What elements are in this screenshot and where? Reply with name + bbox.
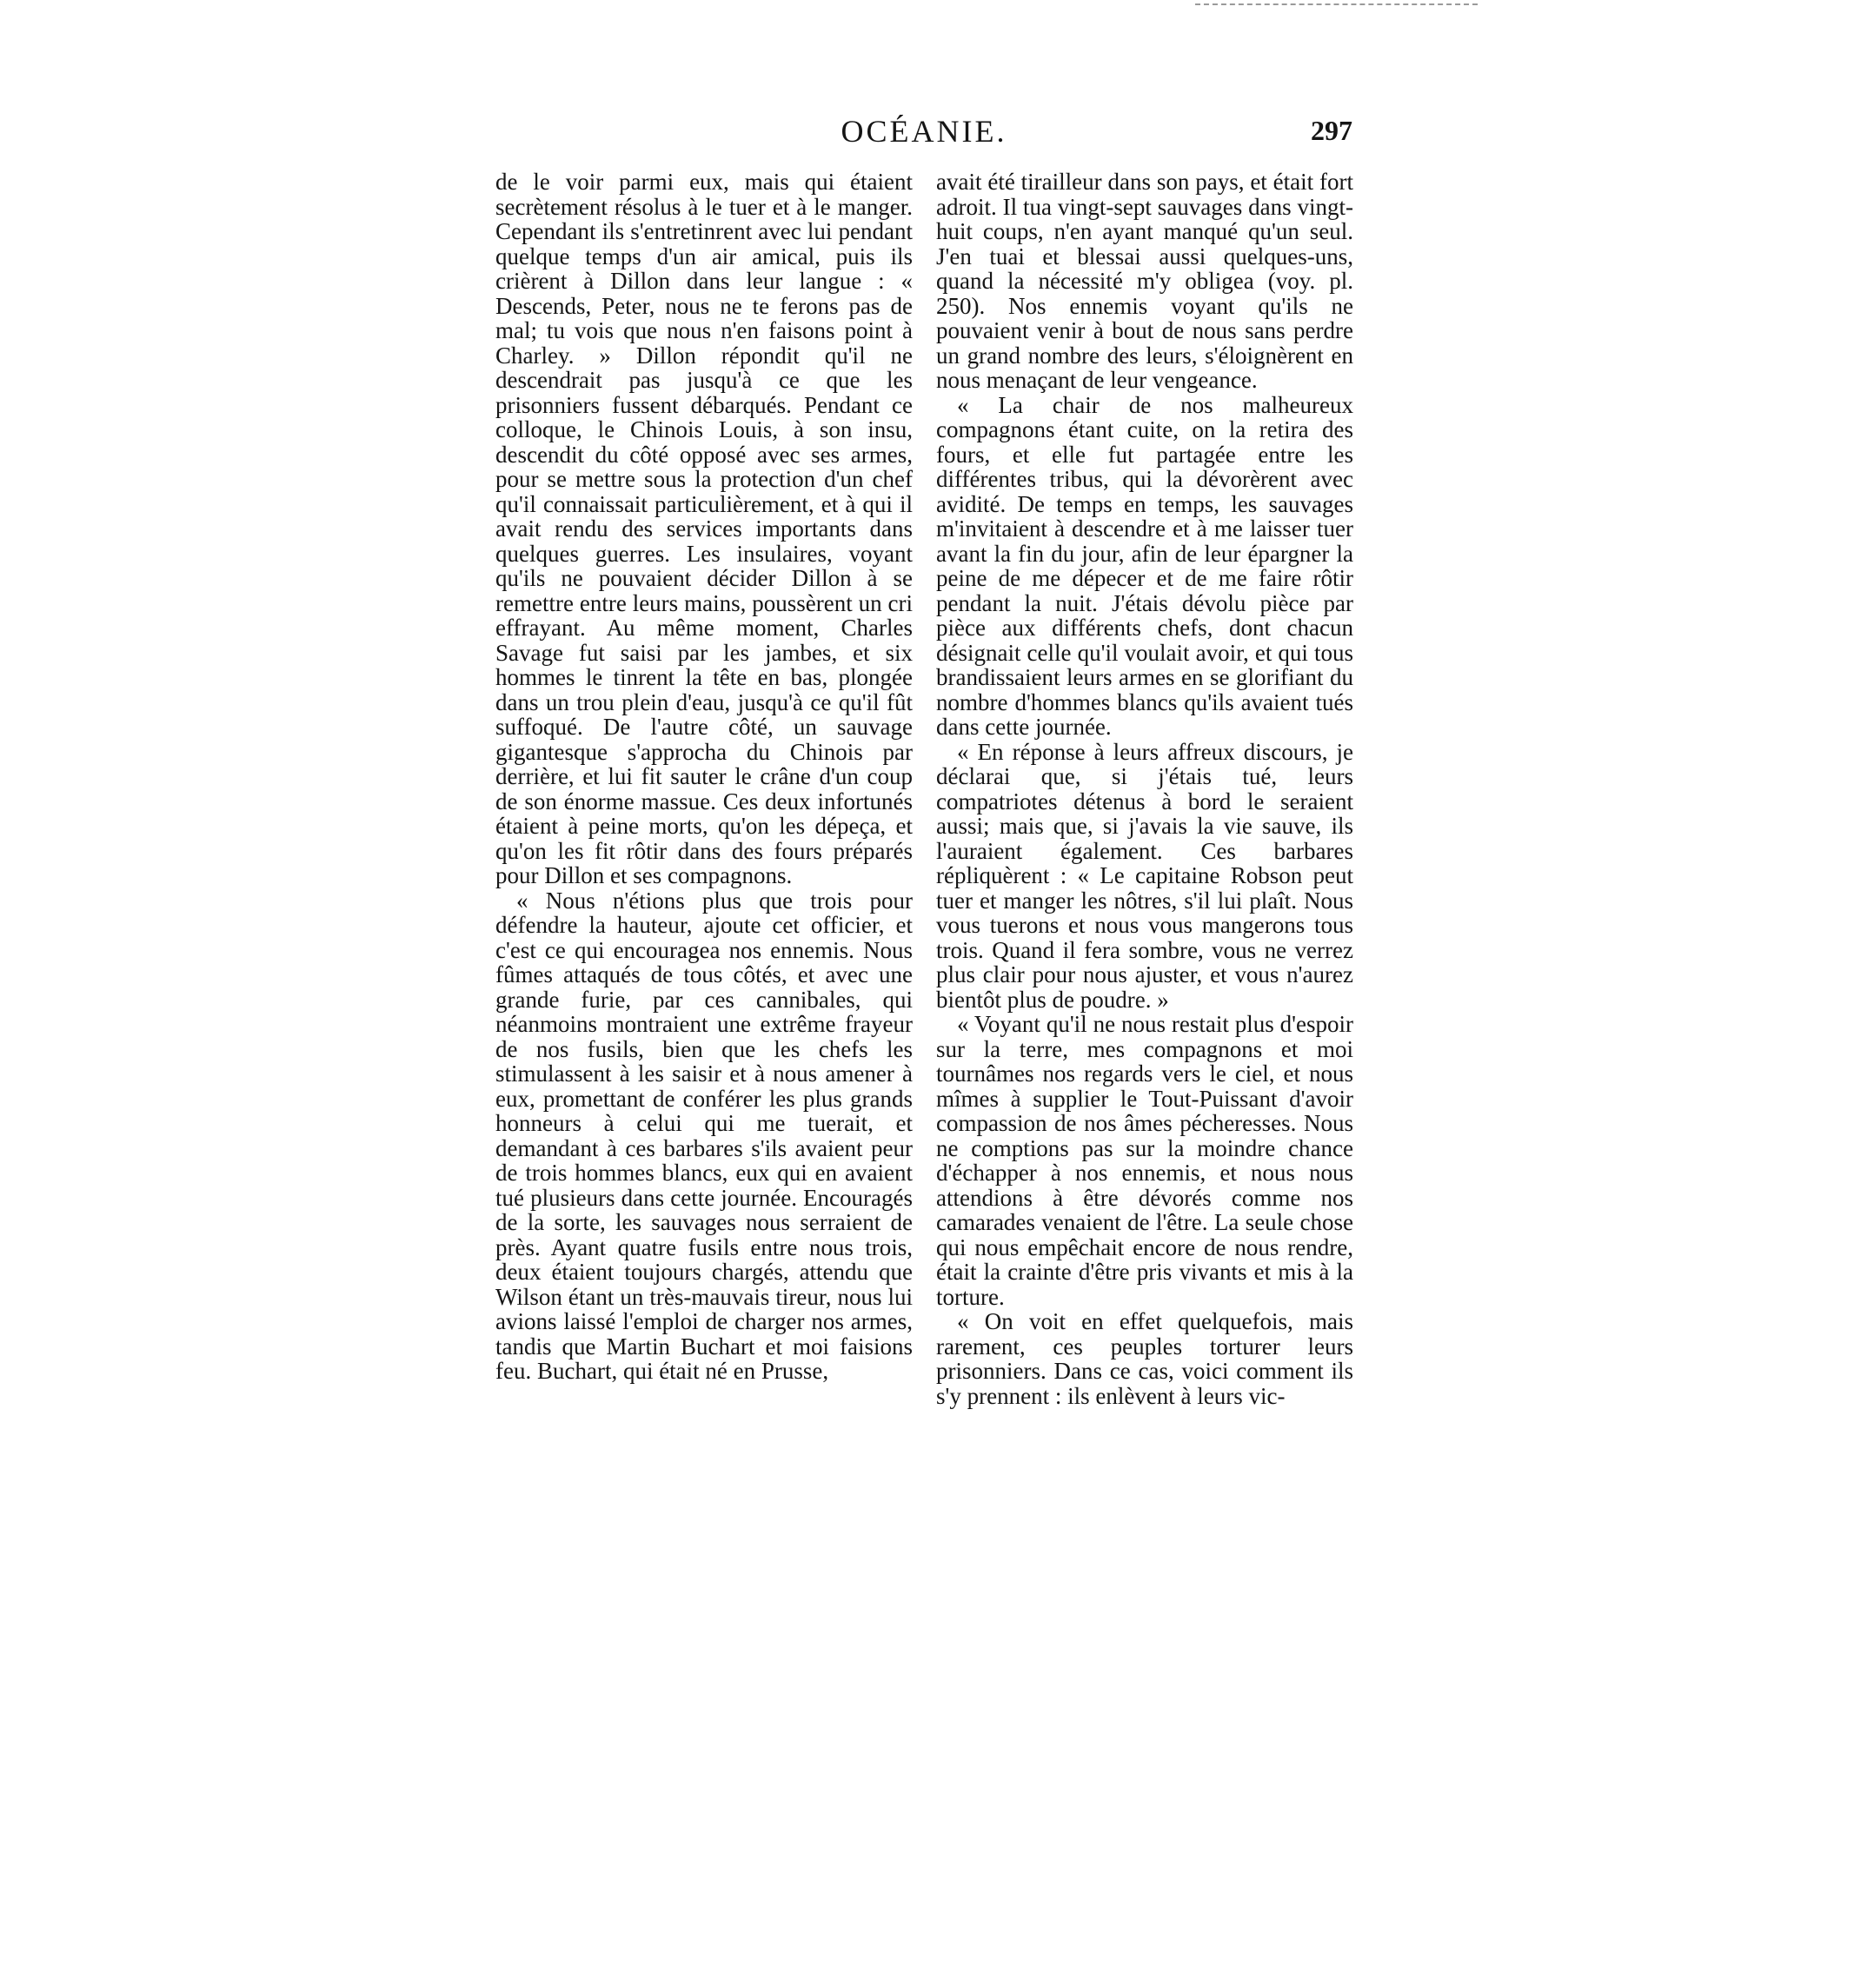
paragraph: avait été tirailleur dans son pays, et était fort adroit. Il tua vingt-sept sauvages dans vingt-huit coups, n'en ayant manqué qu'un seul. J'en tuai et blessai aussi quelques-uns, quand la nécessité m'y obligea (voy. pl. 250). Nos ennemis voyant qu'ils ne pouvaient venir à bout de nous sans perdre un grand nombre des leurs, s'éloignèrent en nous menaçant de leur vengeance. [936, 169, 1353, 393]
paragraph: « On voit en effet quelquefois, mais rarement, ces peuples torturer leurs prisonniers. Dans ce cas, voici comment ils s'y prennent : ils enlèvent à leurs vic- [936, 1308, 1353, 1409]
paragraph: de le voir parmi eux, mais qui étaient secrètement résolus à le tuer et à le manger. Cependant ils s'entretinrent avec lui pendant quelque temps d'un air amical, puis ils crièrent à Dillon dans leur langue : « Descends, Peter, nous ne te ferons pas de mal; tu vois que nous n'en faisons point à Charley. » Dillon répondit qu'il ne descendrait pas jusqu'à ce que les prisonniers fussent débarqués. Pendant ce colloque, le Chinois Louis, à son insu, descendit du côté opposé avec ses armes, pour se mettre sous la protection d'un chef qu'il connaissait particulièrement, et à qui il avait rendu des services importants dans quelques guerres. Les insulaires, voyant qu'ils ne pouvaient décider Dillon à se remettre entre leurs mains, poussèrent un cri effrayant. Au même moment, Charles Savage fut saisi par les jambes, et six hommes le tinrent la tête en bas, plongée dans un trou plein d'eau, jusqu'à ce qu'il fût suffoqué. De l'autre côté, un sauvage gigantesque s'approcha du Chinois par derrière, et lui fit sauter le crâne d'un coup de son énorme massue. Ces deux infortunés étaient à peine morts, qu'on les dépeça, et qu'on les fit rôtir dans des fours préparés pour Dillon et ses compagnons. [495, 169, 913, 888]
text-column-left [495, 170, 913, 1384]
running-title: OCÉANIE. [841, 114, 1007, 149]
paragraph: « La chair de nos malheureux compagnons étant cuite, on la retira des fours, et elle fut partagée entre les différentes tribus, qui la dévorèrent avec avidité. De temps en temps, les sauvages m'invitaient à descendre et à me laisser tuer avant la fin du jour, afin de leur épargner la peine de me dépecer et de me faire rôtir pendant la nuit. J'étais dévolu pièce par pièce aux différents chefs, dont chacun désignait celle qu'il voulait avoir, et qui tous brandissaient leurs armes en se glorifiant du nombre d'hommes blancs qu'ils avaient tués dans cette journée. [936, 391, 1353, 740]
text-column-right [936, 170, 1353, 1408]
scan-edge-rule [1195, 3, 1478, 5]
paragraph: « Voyant qu'il ne nous restait plus d'espoir sur la terre, mes compagnons et moi tournâmes nos regards vers le ciel, et nous mîmes à supplier le Tout-Puissant d'avoir compassion de nos âmes pécheresses. Nous ne comptions pas sur la moindre chance d'échapper à nos ennemis, et nous nous attendions à être dévorés comme nos camarades venaient de l'être. La seule chose qui nous empêchait encore de nous rendre, était la crainte d'être pris vivants et mis à la torture. [936, 1011, 1353, 1310]
page-number: 297 [1311, 115, 1352, 146]
page-header [495, 113, 1352, 165]
paragraph: « Nous n'étions plus que trois pour défendre la hauteur, ajoute cet officier, et c'est ce qui encouragea nos ennemis. Nous fûmes attaqués de tous côtés, et avec une grande furie, par ces cannibales, qui néanmoins montraient une extrême frayeur de nos fusils, bien que les chefs les stimulassent à les saisir et à nous amener à eux, promettant de conférer les plus grands honneurs à celui qui me tuerait, et demandant à ces barbares s'ils avaient peur de trois hommes blancs, eux qui en avaient tué plusieurs dans cette journée. Encouragés de la sorte, les sauvages nous serraient de près. Ayant quatre fusils entre nous trois, deux étaient toujours chargés, attendu que Wilson étant un très-mauvais tireur, nous lui avions laissé l'emploi de charger nos armes, tandis que Martin Buchart et moi faisions feu. Buchart, qui était né en Prusse, [495, 887, 913, 1384]
paragraph: « En réponse à leurs affreux discours, je déclarai que, si j'étais tué, leurs compatriotes détenus à bord le seraient aussi; mais que, si j'avais la vie sauve, ils l'auraient également. Ces barbares répliquèrent : « Le capitaine Robson peut tuer et manger les nôtres, s'il lui plaît. Nous vous tuerons et nous vous mangerons tous trois. Quand il fera sombre, vous ne verrez plus clair pour nous ajuster, et vous n'aurez bientôt plus de poudre. » [936, 738, 1353, 1013]
